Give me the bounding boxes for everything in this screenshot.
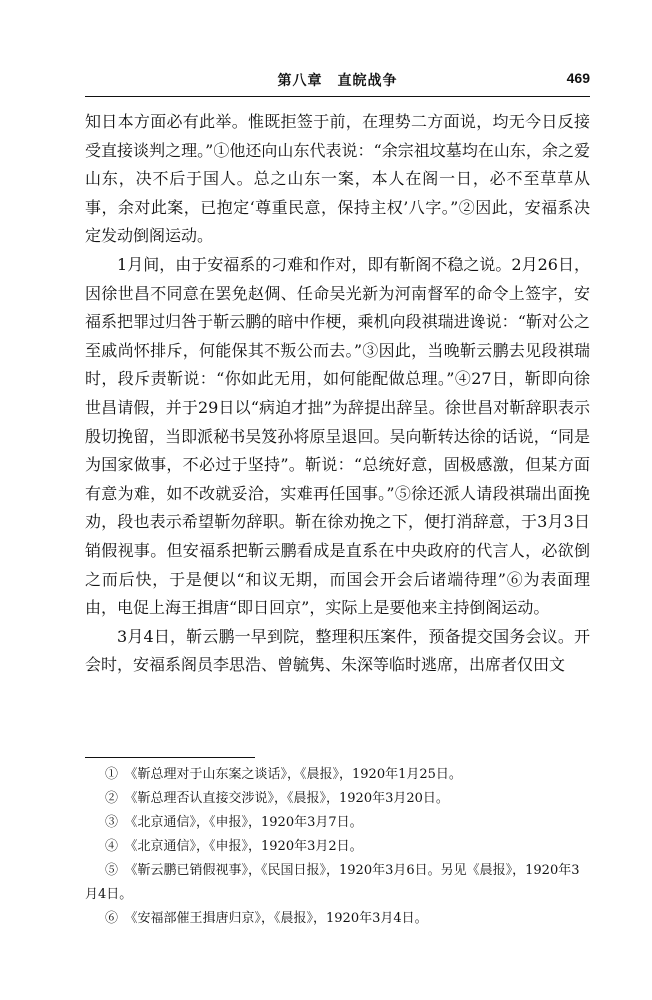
page-number: 469 (566, 70, 590, 86)
footnote: ④ 《北京通信》，《申报》，1920年3月2日。 (105, 839, 363, 854)
main-text (85, 108, 590, 680)
footnote: ③ 《北京通信》，《申报》，1920年3月7日。 (105, 815, 363, 830)
chapter-title: 第八章 直皖战争 (277, 73, 398, 89)
running-header (85, 70, 590, 92)
footnote: ② 《靳总理否认直接交涉说》，《晨报》，1920年3月20日。 (105, 791, 449, 806)
footnote: ⑥ 《安福部催王揖唐归京》，《晨报》，1920年3月4日。 (105, 911, 428, 926)
paragraph: 1月间，由于安福系的刁难和作对，即有靳阁不稳之说。2月26日，因徐世昌不同意在罢免赵倜、任命吴光新为河南督军的命令上签字，安福系把罪过归咎于靳云鹏的暗中作梗，乘机向段祺瑞进谗说：“靳对公之至戚尚怀排斥，何能保其不叛公而去。”③因此，当晚靳云鹏去见段祺瑞时，段斥责靳说：“你如此无用，如何能配做总理。”④27日，靳即向徐世昌请假，并于29日以“病迫才拙”为辞提出辞呈。徐世昌对靳辞职表示殷切挽留，当即派秘书吴笈孙将原呈退回。吴向靳转达徐的话说，“同是为国家做事，不必过于坚持”。靳说：“总统好意，固极感激，但某方面有意为难，如不改就妥洽，实难再任国事。”⑤徐还派人请段祺瑞出面挽劝，段也表示希望靳勿辞职。靳在徐劝挽之下，便打消辞意，于3月3日销假视事。但安福系把靳云鹏看成是直系在中央政府的代言人，必欲倒之而后快，于是便以“和议无期，而国会开会后诸端待理”⑥为表面理由，电促上海王揖唐“即日回京”，实际上是要他来主持倒阁运动。 (85, 254, 590, 618)
footnote: ① 《靳总理对于山东案之谈话》，《晨报》，1920年1月25日。 (105, 767, 462, 782)
footnote-rule (85, 757, 255, 758)
footnotes (85, 763, 590, 931)
header-rule (85, 96, 590, 97)
paragraph: 3月4日，靳云鹏一早到院，整理积压案件，预备提交国务会议。开会时，安福系阁员李思浩、曾毓隽、朱深等临时逃席，出席者仅田文 (85, 626, 590, 675)
footnote: ⑤ 《靳云鹏已销假视事》，《民国日报》，1920年3月6日。另见《晨报》，1920年3月4日。 (85, 863, 580, 902)
paragraph-continuation: 知日本方面必有此举。惟既拒签于前，在理势二方面说，均无今日反接受直接谈判之理。”①他还向山东代表说：“余宗祖坟墓均在山东，余之爱山东，决不后于国人。总之山东一案，本人在阁一日，必不至草草从事，余对此案，已抱定‘尊重民意，保持主权’八字。”②因此，安福系决定发动倒阁运动。 (85, 112, 590, 246)
